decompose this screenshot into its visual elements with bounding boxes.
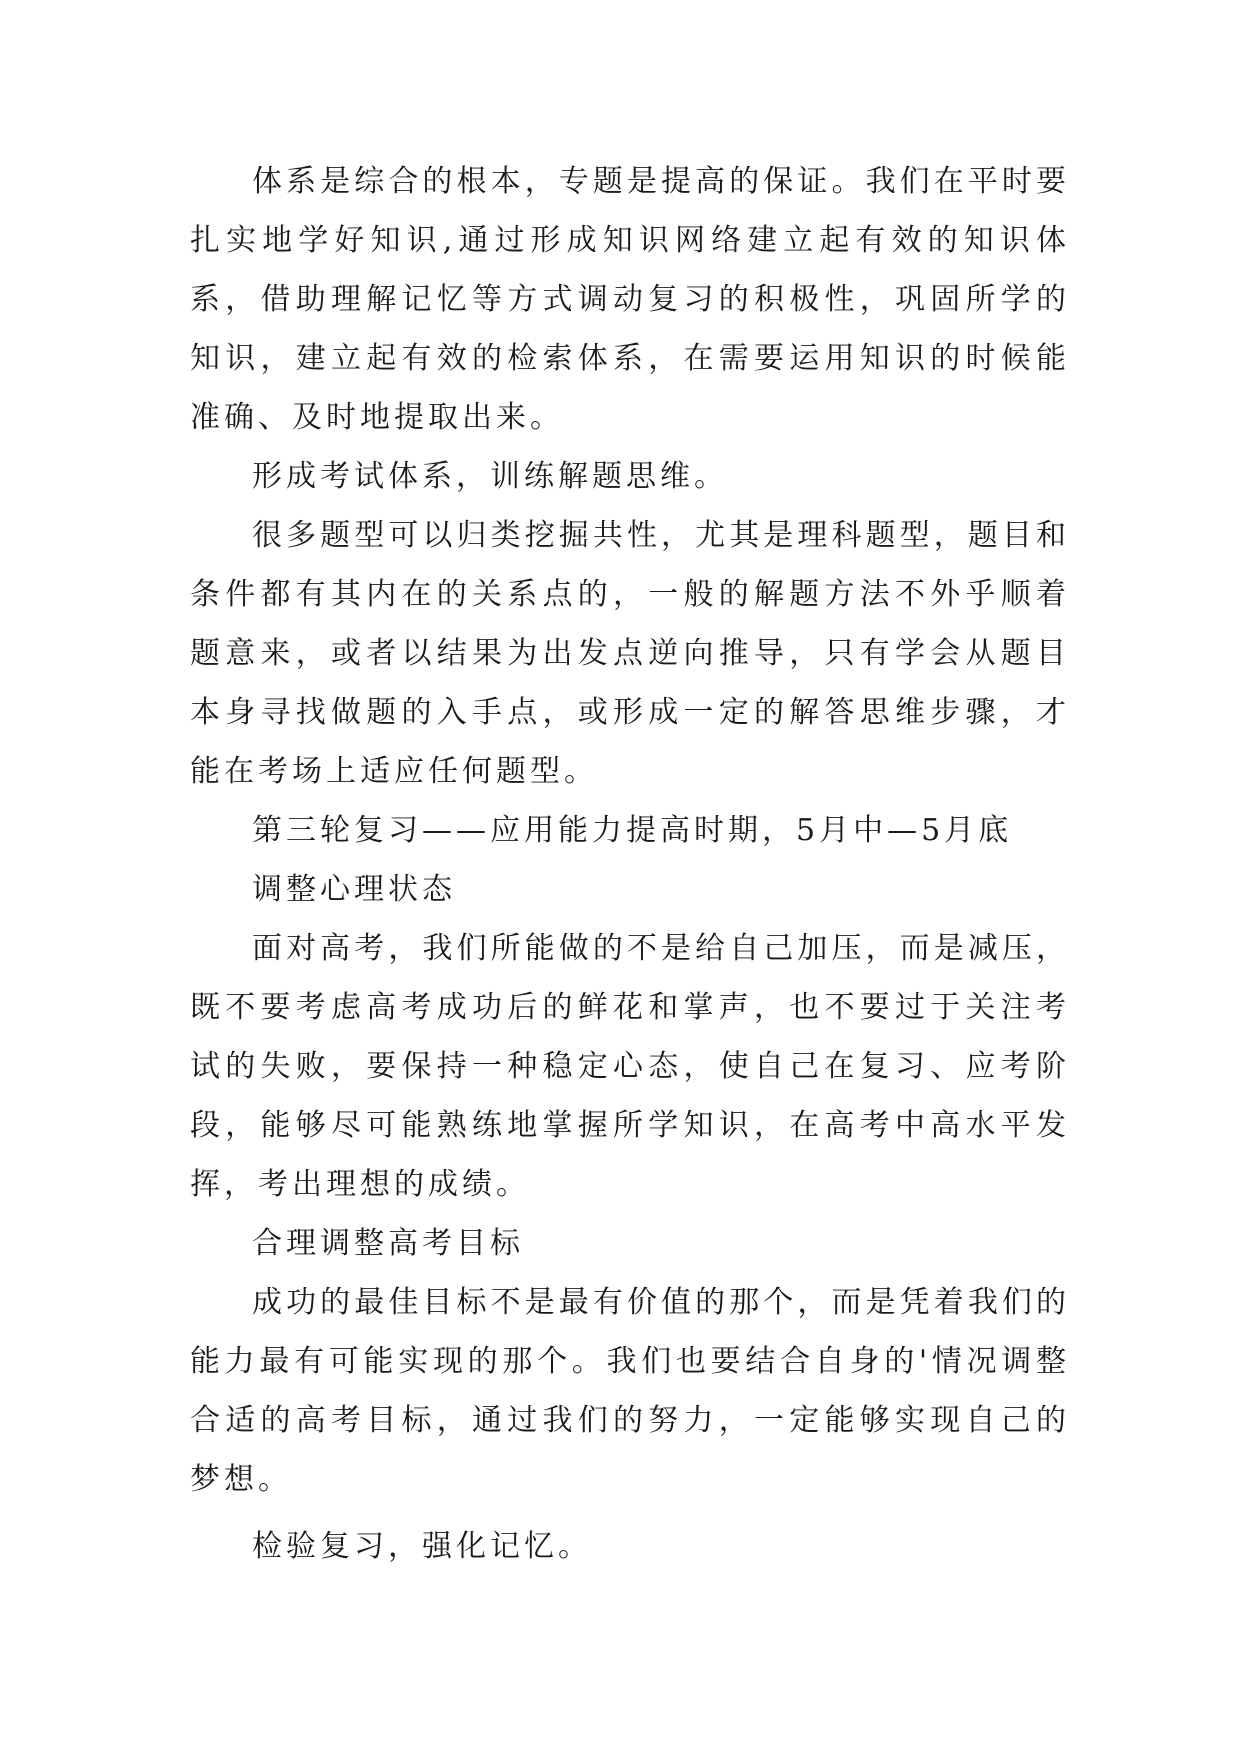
paragraph-reduce-pressure: 面对高考，我们所能做的不是给自己加压，而是减压，既不要考虑高考成功后的鲜花和掌声，也不要过于关注考试的失败，要保持一种稳定心态，使自己在复习、应考阶段，能够尽可能熟练地掌握所学知识，在高考中高水平发挥，考出理想的成绩。 <box>190 931 1070 1202</box>
paragraph-question-types: 很多题型可以归类挖掘共性，尤其是理科题型，题目和条件都有其内在的关系点的，一般的解题方法不外乎顺着题意来，或者以结果为出发点逆向推导，只有学会从题目本身寻找做题的入手点，或形成一定的解答思维步骤，才能在考场上适应任何题型。 <box>190 518 1070 789</box>
paragraph-exam-system-heading: 形成考试体系，训练解题思维。 <box>252 459 728 494</box>
paragraph-third-round-heading: 第三轮复习——应用能力提高时期，5月中—5月底 <box>252 813 1013 848</box>
paragraph-knowledge-system: 体系是综合的根本，专题是提高的保证。我们在平时要扎实地学好知识,通过形成知识网络建立起有效的知识体系，借助理解记忆等方式调动复习的积极性，巩固所学的知识，建立起有效的检索体系，在需要运用知识的时候能准确、及时地提取出来。 <box>190 164 1070 435</box>
paragraph-adjust-goal-heading: 合理调整高考目标 <box>252 1226 524 1261</box>
document-body <box>190 152 1070 1576</box>
paragraph-review-memory-heading: 检验复习，强化记忆。 <box>252 1529 592 1564</box>
paragraph-mental-state-heading: 调整心理状态 <box>252 872 456 907</box>
paragraph-best-goal: 成功的最佳目标不是最有价值的那个，而是凭着我们的能力最有可能实现的那个。我们也要结合自身的'情况调整合适的高考目标，通过我们的努力，一定能够实现自己的梦想。 <box>190 1285 1070 1497</box>
